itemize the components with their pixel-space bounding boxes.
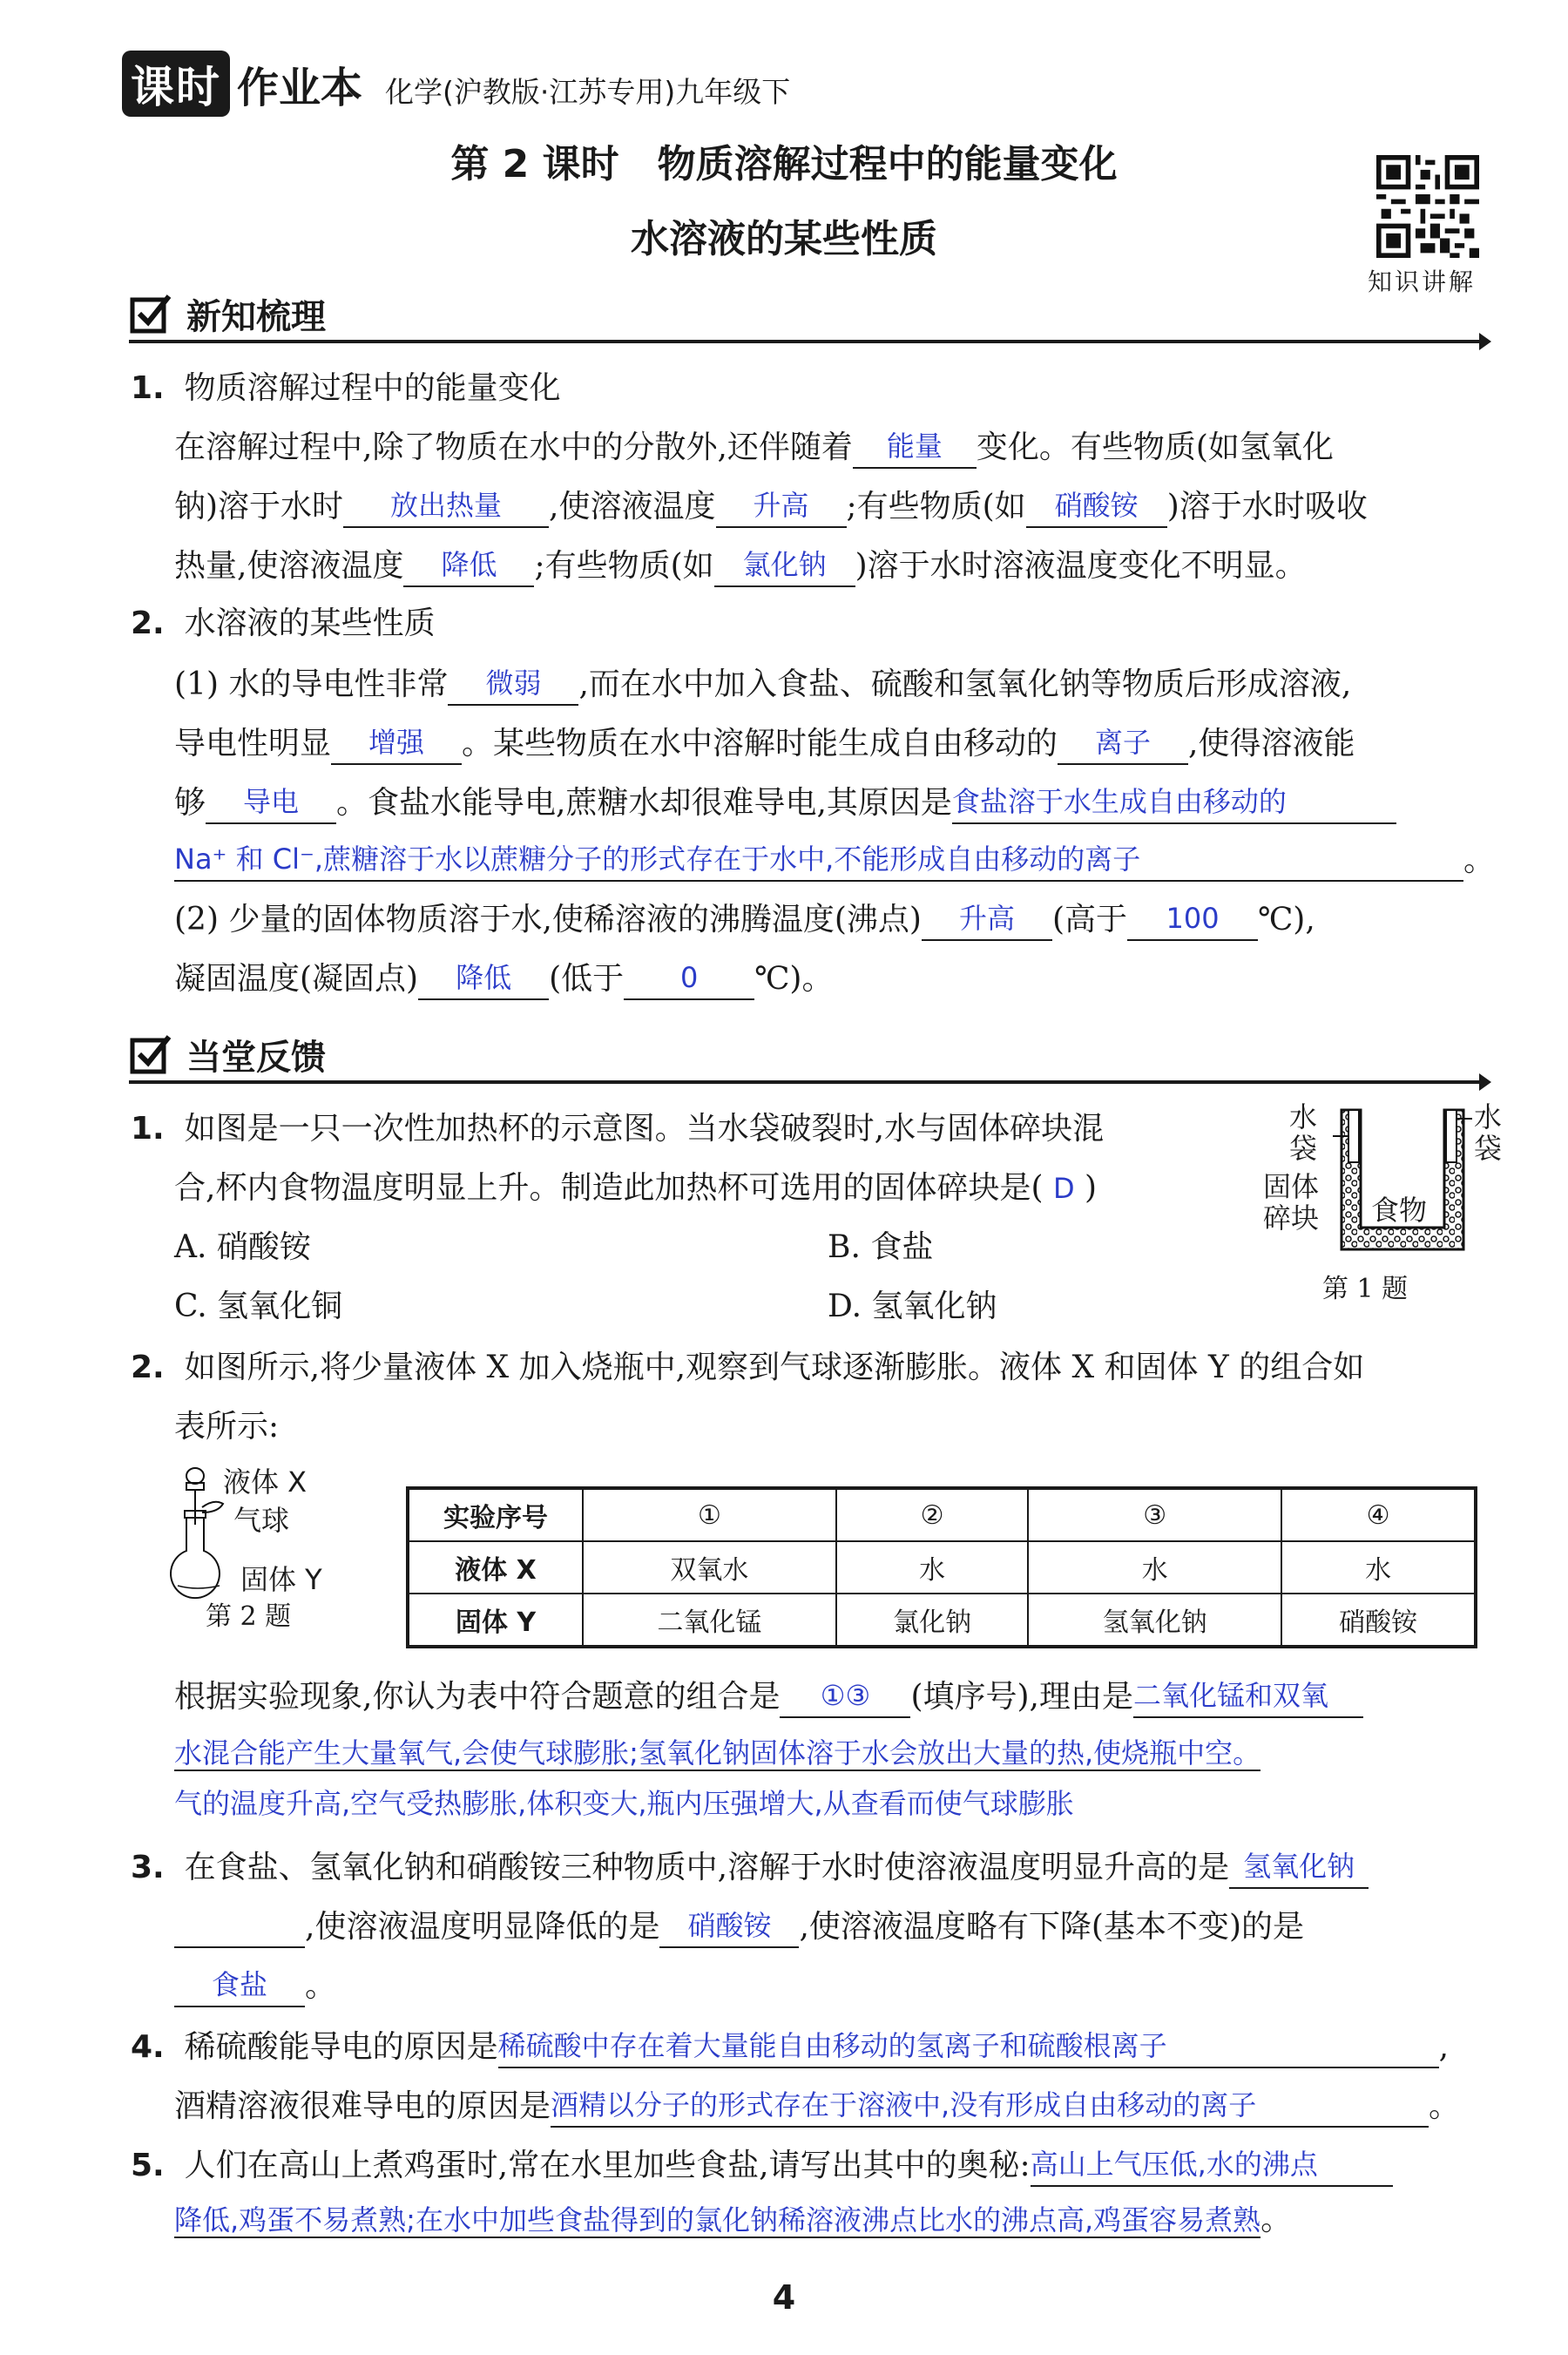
answer-blank[interactable]: 微弱 (448, 662, 578, 706)
text-line: 酒精溶液很难导电的原因是酒精以分子的形式存在于溶液中,没有形成自由移动的离子 。 (174, 2084, 1460, 2128)
table-cell: 双氧水 (583, 1541, 836, 1594)
answer-blank[interactable]: 氢氧化钠 (1229, 1845, 1369, 1889)
table-cell: 水 (836, 1541, 1028, 1594)
answer-blank[interactable]: 硝酸铵 (659, 1905, 799, 1948)
question-title: 1. 物质溶解过程中的能量变化 (131, 370, 561, 406)
text-line: 够 导电 。食盐水能导电,蔗糖水却很难导电,其原因是食盐溶于水生成自由移动的 (174, 781, 1396, 824)
label-solid-pieces: 固体碎块 (1263, 1170, 1320, 1235)
book-subtitle: 化学(沪教版·江苏专用)九年级下 (385, 75, 791, 109)
answer-blank[interactable]: 100 (1127, 897, 1258, 941)
answer-blank[interactable]: 二氧化锰和双氧 (1133, 1675, 1363, 1718)
header-brand (122, 51, 790, 117)
section-divider (129, 340, 1488, 343)
table-row (408, 1488, 1476, 1541)
text-line: ,使溶液温度明显降低的是 硝酸铵 ,使溶液温度略有下降(基本不变)的是 (174, 1905, 1304, 1948)
figure-caption: 第 1 题 (1322, 1274, 1409, 1304)
text-line: (1) 水的导电性非常 微弱 ,而在水中加入食盐、硫酸和氢氧化钠等物质后形成溶液, (174, 662, 1351, 706)
answer-blank[interactable]: 食盐 (174, 1964, 305, 2007)
answer-blank[interactable]: 氯化钠 (714, 544, 855, 587)
answer-blank[interactable]: 稀硫酸中存在着大量能自由移动的氢离子和硫酸根离子 (498, 2025, 1439, 2068)
label-liquid-x: 液体 X (223, 1465, 308, 1499)
table-cell: ④ (1281, 1488, 1476, 1541)
section-title: 新知梳理 (186, 297, 326, 337)
label-food: 食物 (1371, 1194, 1428, 1227)
text-line: 1. 如图是一只一次性加热杯的示意图。当水袋破裂时,水与固体碎块混 (131, 1111, 1105, 1147)
checkbox-icon (129, 1033, 172, 1077)
answer-text[interactable]: 降低,鸡蛋不易煮熟;在水中加些食盐得到的氯化钠稀溶液沸点比水的沸点高,鸡蛋容易煮熟 (174, 2203, 1261, 2237)
label-balloon: 气球 (233, 1504, 290, 1537)
label-solid-y: 固体 Y (240, 1563, 322, 1596)
answer-blank[interactable]: Na⁺ 和 Cl⁻,蔗糖溶于水以蔗糖分子的形式存在于水中,不能形成自由移动的离子 (174, 838, 1463, 882)
text-line: 4. 稀硫酸能导电的原因是稀硫酸中存在着大量能自由移动的氢离子和硫酸根离子 , (131, 2025, 1449, 2068)
experiment-table (406, 1486, 1477, 1648)
answer-blank[interactable]: 硝酸铵 (1026, 484, 1167, 528)
answer-blank[interactable]: 降低 (418, 957, 549, 1000)
checkbox-icon (129, 293, 172, 336)
answer-text[interactable]: 气的温度升高,空气受热膨胀,体积变大,瓶内压强增大,从查看而使气球膨胀 (174, 1787, 1074, 1820)
answer-blank[interactable]: 高山上气压低,水的沸点 (1031, 2143, 1393, 2187)
answer-blank[interactable]: 升高 (716, 484, 847, 528)
option-b[interactable]: B. 食盐 (828, 1229, 934, 1265)
answer-blank[interactable]: 食盐溶于水生成自由移动的 (952, 781, 1396, 824)
text-line: (2) 少量的固体物质溶于水,使稀溶液的沸腾温度(沸点) 升高 (高于 100 ℃), (174, 897, 1315, 941)
answer-blank[interactable]: 增强 (331, 721, 462, 765)
qr-label: 知识讲解 (1368, 267, 1477, 296)
brand-logo: 课时 (122, 51, 230, 117)
table-cell: 水 (1281, 1541, 1476, 1594)
text-line: Na⁺ 和 Cl⁻,蔗糖溶于水以蔗糖分子的形式存在于水中,不能形成自由移动的离子 。 (174, 838, 1495, 882)
answer-blank[interactable]: 离子 (1058, 721, 1188, 765)
text-line: 热量,使溶液温度 降低 ;有些物质(如 氯化钠 )溶于水时溶液温度变化不明显。 (174, 544, 1307, 587)
answer-blank[interactable]: 放出热量 (343, 484, 549, 528)
page-number: 4 (772, 2278, 796, 2317)
table-cell: 硝酸铵 (1281, 1594, 1476, 1647)
section-title: 当堂反馈 (186, 1038, 326, 1078)
heating-cup-diagram (1333, 1101, 1472, 1258)
table-cell: ② (836, 1488, 1028, 1541)
option-c[interactable]: C. 氢氧化铜 (174, 1289, 343, 1324)
text-line: 5. 人们在高山上煮鸡蛋时,常在水里加些食盐,请写出其中的奥秘:高山上气压低,水的沸点 (131, 2143, 1393, 2187)
table-cell: ① (583, 1488, 836, 1541)
label-water-bag-left: 水袋 (1289, 1100, 1318, 1165)
table-row (408, 1594, 1476, 1647)
figure-caption: 第 2 题 (206, 1601, 292, 1632)
answer-blank[interactable]: 导电 (206, 781, 336, 824)
lesson-subtitle: 水溶液的某些性质 (631, 217, 937, 261)
question-title: 2. 水溶液的某些性质 (131, 606, 436, 641)
answer-text[interactable]: 水混合能产生大量氧气,会使气球膨胀;氢氧化钠固体溶于水会放出大量的热,使烧瓶中空。 (174, 1736, 1261, 1770)
text-line (174, 1783, 1074, 1824)
text-line (174, 1732, 1260, 1774)
table-header: 固体 Y (408, 1594, 583, 1647)
text-line: 食盐 。 (174, 1964, 336, 2007)
lesson-title: 第 2 课时 物质溶解过程中的能量变化 (450, 142, 1118, 186)
text-line: 凝固温度(凝固点) 降低 (低于 0 ℃)。 (174, 957, 833, 1000)
figure-flask (166, 1464, 375, 1638)
text-line: 表所示: (174, 1409, 280, 1445)
answer-blank[interactable]: ①③ (780, 1675, 910, 1718)
table-cell: 二氧化锰 (583, 1594, 836, 1647)
section-divider (129, 1080, 1488, 1084)
text-line: 根据实验现象,你认为表中符合题意的组合是 ①③ (填序号),理由是二氧化锰和双氧 (174, 1675, 1363, 1718)
table-cell: 氢氧化钠 (1028, 1594, 1281, 1647)
figure-heating-cup (1263, 1100, 1503, 1310)
option-a[interactable]: A. 硝酸铵 (174, 1229, 311, 1265)
table-header: 实验序号 (408, 1488, 583, 1541)
answer-blank[interactable]: 能量 (853, 425, 977, 469)
text-line: 在溶解过程中,除了物质在水中的分散外,还伴随着 能量 变化。有些物质(如氢氧化 (174, 425, 1334, 469)
text-line: 2. 如图所示,将少量液体 X 加入烧瓶中,观察到气球逐渐膨胀。液体 X 和固体 Y 的组合如 (131, 1350, 1365, 1385)
text-line: 3. 在食盐、氢氧化钠和硝酸铵三种物质中,溶解于水时使溶液温度明显升高的是 氢氧化钠 (131, 1845, 1369, 1889)
answer-blank[interactable]: 降低 (403, 544, 534, 587)
section-header-new-knowledge (129, 288, 1488, 343)
table-cell: 氯化钠 (836, 1594, 1028, 1647)
section-header-feedback (129, 1028, 1488, 1084)
label-water-bag-right: 水袋 (1474, 1100, 1503, 1165)
table-cell: 水 (1028, 1541, 1281, 1594)
table-cell: ③ (1028, 1488, 1281, 1541)
answer-blank-continued (174, 1946, 305, 1948)
table-row (408, 1541, 1476, 1594)
brand-name: 作业本 (237, 64, 363, 112)
text-line: 合,杯内食物温度明显上升。制造此加热杯可选用的固体碎块是( D ) (174, 1170, 1098, 1206)
table-header: 液体 X (408, 1541, 583, 1594)
text-line: 导电性明显 增强 。某些物质在水中溶解时能生成自由移动的 离子 ,使得溶液能 (174, 721, 1355, 765)
answer-blank[interactable]: 0 (624, 957, 754, 1000)
qr-code-icon[interactable] (1376, 155, 1479, 258)
text-line: 钠)溶于水时 放出热量 ,使溶液温度 升高 ;有些物质(如 硝酸铵 )溶于水时吸收 (174, 484, 1368, 528)
text-line: 降低,鸡蛋不易煮熟;在水中加些食盐得到的氯化钠稀溶液沸点比水的沸点高,鸡蛋容易煮熟。 (174, 2202, 1293, 2237)
answer-blank[interactable]: 酒精以分子的形式存在于溶液中,没有形成自由移动的离子 (551, 2084, 1429, 2128)
answer-blank[interactable]: 升高 (922, 897, 1052, 941)
answer-choice[interactable]: D (1052, 1172, 1075, 1205)
option-d[interactable]: D. 氢氧化钠 (828, 1289, 997, 1324)
